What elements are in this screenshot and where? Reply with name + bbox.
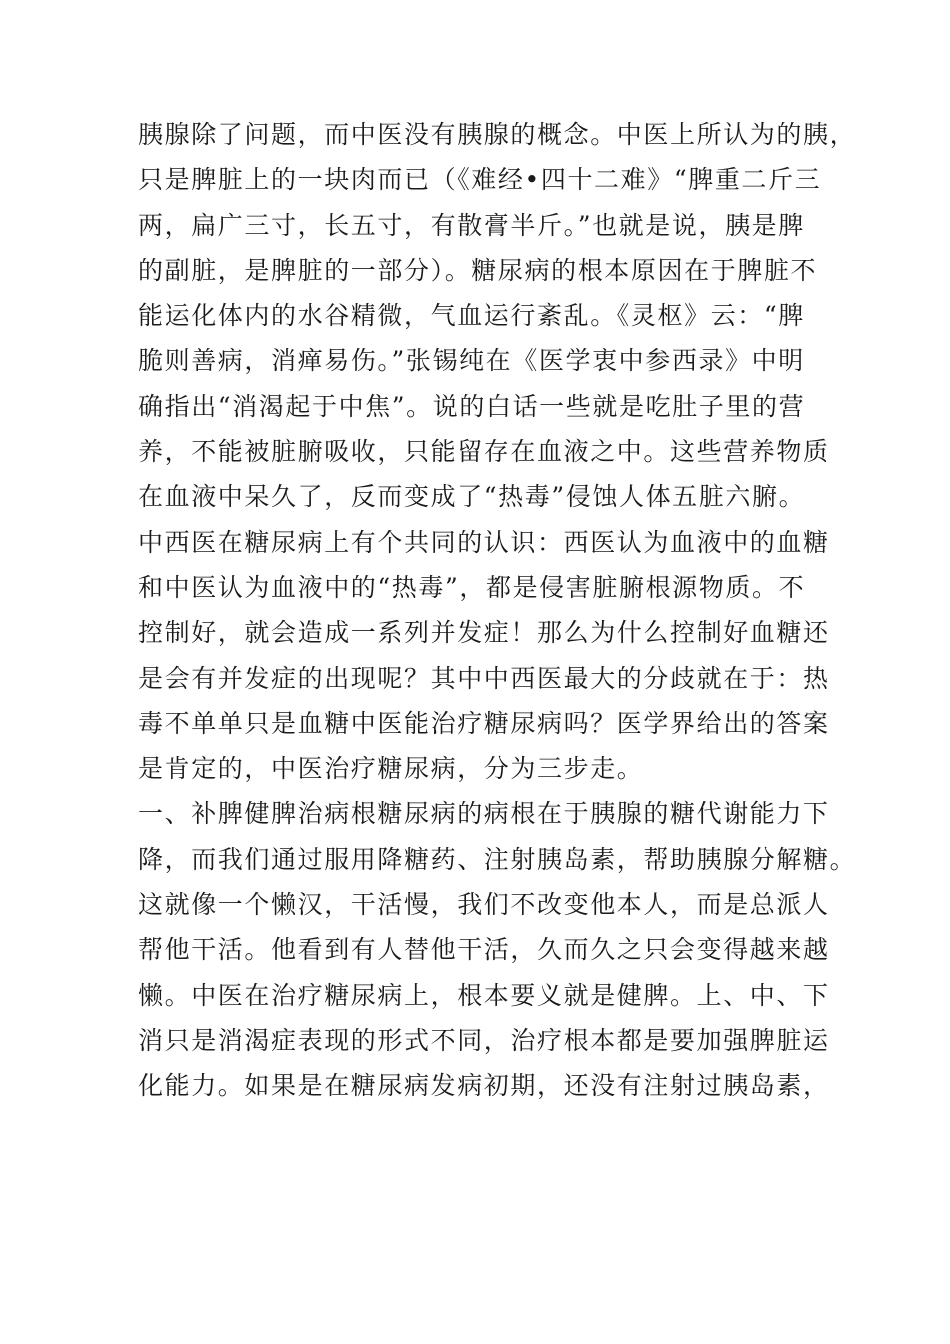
text-line: 是会有并发症的出现呢？其中中西医最大的分歧就在于：热	[138, 663, 830, 693]
text-line: 帮他干活。他看到有人替他干活，久而久之只会变得越来越	[138, 935, 830, 965]
text-line: 养，不能被脏腑吸收，只能留存在血液之中。这些营养物质	[138, 437, 830, 467]
text-line: 的副脏，是脾脏的一部分）。糖尿病的根本原因在于脾脏不	[138, 255, 818, 285]
text-line: 是肯定的，中医治疗糖尿病，分为三步走。	[138, 754, 644, 784]
text-line: 在血液中呆久了，反而变成了“热毒”侵蚀人体五脏六腑。	[138, 482, 806, 512]
text-line: 胰腺除了问题，而中医没有胰腺的概念。中医上所认为的胰，	[138, 120, 857, 149]
text-line: 毒不单单只是血糖中医能治疗糖尿病吗？医学界给出的答案	[138, 708, 830, 738]
text-line: 懒。中医在治疗糖尿病上，根本要义就是健脾。上、中、下	[138, 980, 830, 1010]
text-line: 消只是消渴症表现的形式不同，治疗根本都是要加强脾脏运	[138, 1025, 830, 1055]
text-line: 这就像一个懒汉，干活慢，我们不改变他本人，而是总派人	[138, 890, 830, 920]
text-line: 两，扁广三寸，长五寸，有散膏半斤。”也就是说，胰是脾	[138, 210, 805, 240]
text-line: 化能力。如果是在糖尿病发病初期，还没有注射过胰岛素，	[138, 1071, 830, 1101]
text-line: 一、补脾健脾治病根糖尿病的病根在于胰腺的糖代谢能力下	[138, 799, 830, 829]
text-line: 确指出“消渴起于中焦”。说的白话一些就是吃肚子里的营	[138, 391, 806, 421]
text-line: 能运化体内的水谷精微，气血运行紊乱。《灵枢》云：“脾	[138, 301, 805, 331]
text-line: 只是脾脏上的一块肉而已（《难经•四十二难》“脾重二斤三	[138, 165, 822, 195]
text-line: 控制好，就会造成一系列并发症！那么为什么控制好血糖还	[138, 618, 830, 648]
text-line: 降，而我们通过服用降糖药、注射胰岛素，帮助胰腺分解糖。	[138, 844, 857, 874]
text-line: 脆则善病，消瘅易伤。”张锡纯在《医学衷中参西录》中明	[138, 346, 805, 376]
body-text	[138, 112, 858, 1109]
text-line: 中西医在糖尿病上有个共同的认识：西医认为血液中的血糖	[138, 527, 830, 557]
text-line: 和中医认为血液中的“热毒”，都是侵害脏腑根源物质。不	[138, 572, 806, 602]
